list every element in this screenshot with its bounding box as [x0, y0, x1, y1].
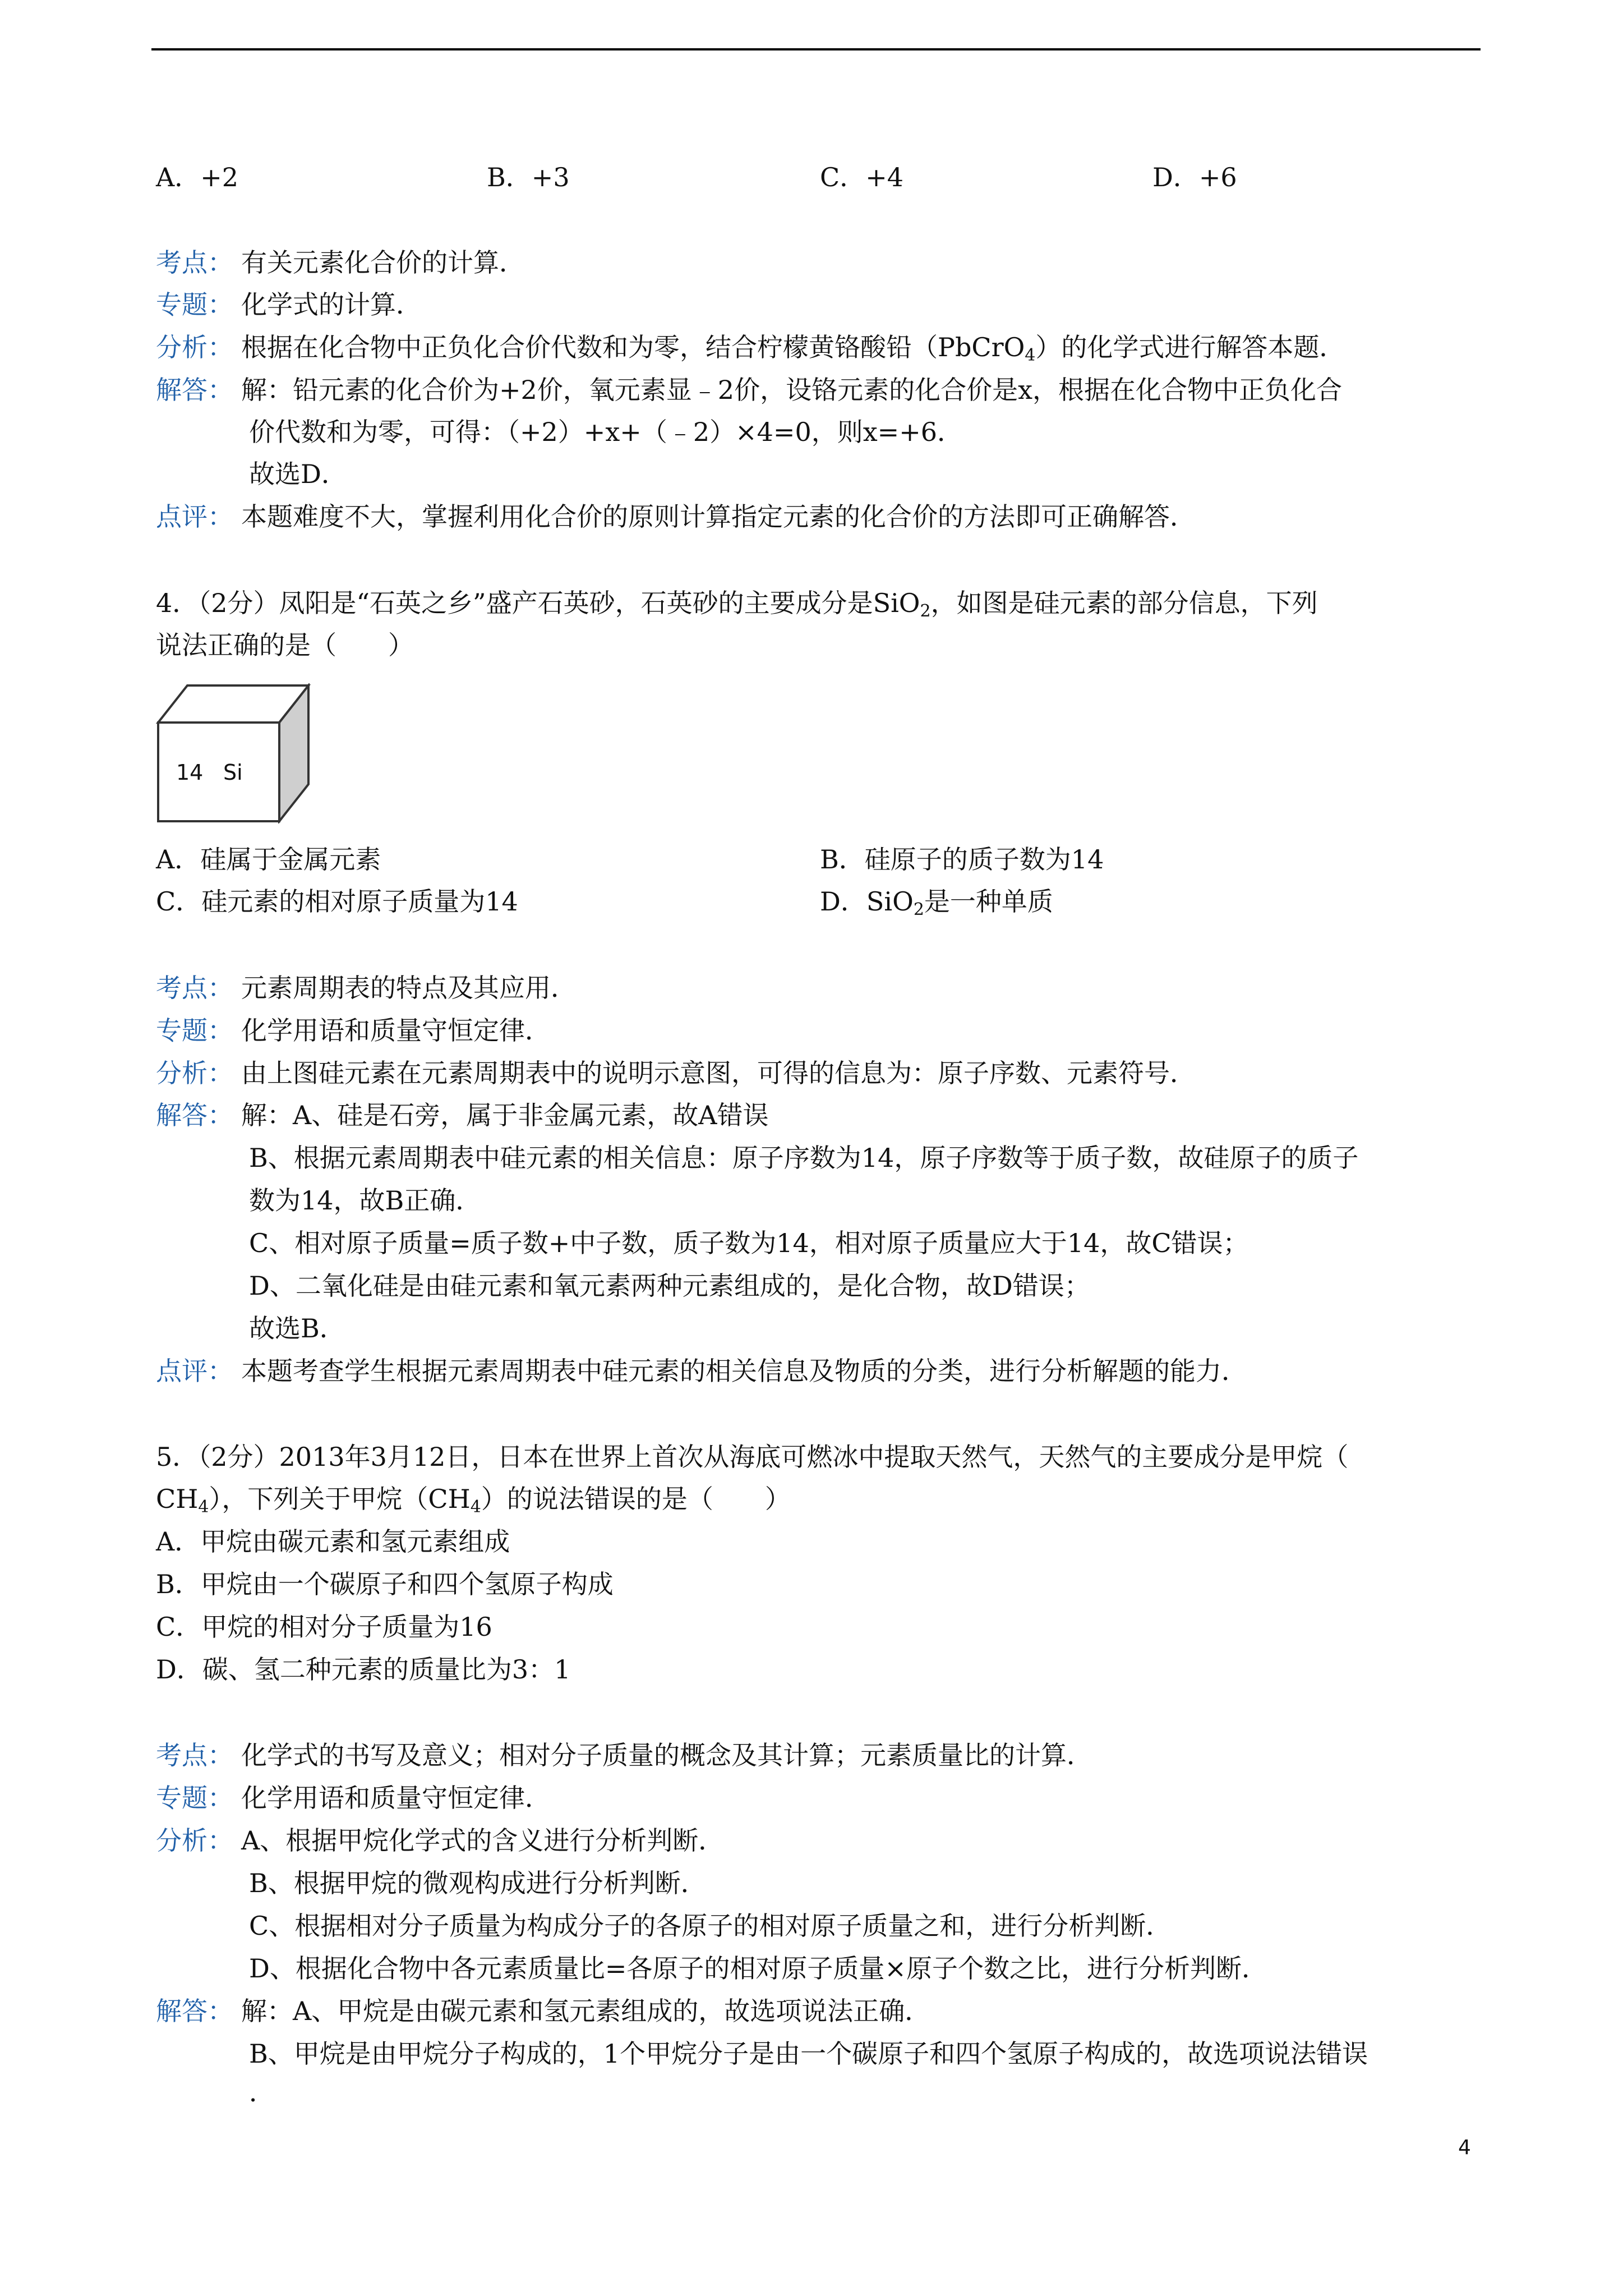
element-atomic-number: 14: [176, 760, 204, 785]
q5-fenxi-line-3: C、根据相对分子质量为构成分子的各原子的相对原子质量之和，进行分析判断．: [249, 1911, 1172, 1941]
q5-option-d: D．碳、氢二种元素的质量比为3：1: [156, 1654, 571, 1685]
q3-fenxi-row: [156, 330, 1345, 364]
q5-fenxi-row: [156, 1824, 724, 1857]
q5-fenxi-line-2: B、根据甲烷的微观构成进行分析判断．: [249, 1868, 707, 1898]
q3-option-c: C．+4: [820, 162, 904, 192]
q4-kaodian-text: 元素周期表的特点及其应用．: [241, 973, 577, 1003]
q4-jieda-line-2: B、根据元素周期表中硅元素的相关信息：原子序数为14，原子序数等于质子数，故硅原子的质子: [249, 1143, 1359, 1173]
q4-kaodian-label: 考点：: [156, 973, 233, 1003]
q3-kaodian-text: 有关元素化合价的计算．: [241, 247, 525, 278]
q5-fenxi-line-1: A、根据甲烷化学式的含义进行分析判断．: [241, 1825, 725, 1856]
q5-jieda-line-3: ．: [249, 2077, 275, 2108]
q3-zhuanti-row: [156, 288, 422, 321]
header-rule: [151, 48, 1481, 50]
q3-dianping-label: 点评：: [156, 501, 233, 532]
q5-stem-line-2: $CH_4$），下列关于甲烷$(CH_4)$的说法错误的是（ ）: [156, 1484, 791, 1517]
q4-stem-line-2: 说法正确的是（ ）: [156, 630, 414, 660]
q3-jieda-line-3: 故选D．: [249, 459, 347, 489]
q5-jieda-line-1: 解：A、甲烷是由碳元素和氢元素组成的，故选项说法正确．: [241, 1996, 931, 2026]
q4-option-d: D．SiO$_2$是一种单质: [820, 886, 1053, 919]
q4-option-b: B．硅原子的质子数为14: [820, 844, 1104, 875]
q3-kaodian-label: 考点：: [156, 247, 233, 278]
q4-fenxi-label: 分析：: [156, 1058, 233, 1088]
silicon-element-cube-figure: [156, 683, 311, 823]
q4-dianping-text: 本题考查学生根据元素周期表中硅元素的相关信息及物质的分类，进行分析解题的能力．: [241, 1356, 1247, 1386]
q3-jieda-line-2: 价代数和为零，可得：（+2）+x+（﹣2）×4=0，则x=+6．: [249, 417, 963, 447]
q3-dianping-row: [156, 500, 1196, 533]
q5-fenxi-line-4: D、根据化合物中各元素质量比=各原子的相对原子质量×原子个数之比，进行分析判断．: [249, 1953, 1267, 1984]
q4-jieda-line-4: C、相对原子质量=质子数+中子数，质子数为14，相对原子质量应大于14，故C错误；: [249, 1228, 1249, 1258]
q4-option-c: C．硅元素的相对原子质量为14: [156, 886, 518, 917]
page-number: 4: [1458, 2136, 1471, 2159]
q5-stem-line-1: 5．（2分）2013年3月12日，日本在世界上首次从海底可燃冰中提取天然气，天然气的主要成分是甲烷（: [156, 1442, 1349, 1472]
q4-dianping-row: [156, 1354, 1247, 1388]
q3-zhuanti-label: 专题：: [156, 289, 233, 320]
q5-zhuanti-label: 专题：: [156, 1783, 233, 1813]
q4-fenxi-row: [156, 1056, 1196, 1090]
q3-zhuanti-text: 化学式的计算．: [241, 289, 422, 320]
q4-kaodian-row: [156, 971, 577, 1005]
q4-fenxi-text: 由上图硅元素在元素周期表中的说明示意图，可得的信息为：原子序数、元素符号．: [241, 1058, 1196, 1088]
q4-jieda-line-6: 故选B．: [249, 1313, 345, 1343]
q4-jieda-label: 解答：: [156, 1100, 233, 1130]
element-symbol: Si: [223, 760, 243, 785]
q3-option-d: D．+6: [1152, 162, 1237, 192]
q5-jieda-row: [156, 1994, 930, 2028]
q5-option-a: A．甲烷由碳元素和氢元素组成: [156, 1526, 510, 1557]
q4-option-a: A．硅属于金属元素: [156, 844, 381, 875]
q5-kaodian-text: 化学式的书写及意义；相对分子质量的概念及其计算；元素质量比的计算．: [241, 1740, 1092, 1770]
q3-kaodian-row: [156, 246, 525, 279]
q5-zhuanti-text: 化学用语和质量守恒定律．: [241, 1783, 551, 1813]
q4-jieda-line-5: D、二氧化硅是由硅元素和氧元素两种元素组成的，是化合物，故D错误；: [249, 1271, 1090, 1301]
q5-option-c: C．甲烷的相对分子质量为16: [156, 1612, 492, 1642]
q4-zhuanti-row: [156, 1014, 551, 1047]
q3-fenxi-text: 根据在化合物中正负化合价代数和为零，结合柠檬黄铬酸铅（PbCrO$_4$）的化学式进行解答本题．: [241, 332, 1345, 365]
q4-stem-line-1: 4．（2分）凤阳是“石英之乡”盛产石英砂，石英砂的主要成分是SiO$_2$，如图是硅元素的部分信息，下列: [156, 588, 1318, 621]
q3-fenxi-label: 分析：: [156, 332, 233, 362]
q3-jieda-row: [156, 373, 1342, 407]
q5-kaodian-label: 考点：: [156, 1740, 233, 1770]
q5-zhuanti-row: [156, 1781, 551, 1815]
q3-option-a: A．+2: [156, 162, 239, 192]
q4-jieda-line-3: 数为14，故B正确．: [249, 1185, 482, 1216]
q5-jieda-label: 解答：: [156, 1996, 233, 2026]
q3-option-b: B．+3: [487, 162, 570, 192]
q4-jieda-row: [156, 1098, 768, 1132]
q4-zhuanti-label: 专题：: [156, 1015, 233, 1046]
q3-jieda-label: 解答：: [156, 375, 233, 405]
q5-fenxi-label: 分析：: [156, 1825, 233, 1856]
q5-kaodian-row: [156, 1738, 1092, 1772]
q4-jieda-line-1: 解：A、硅是石旁，属于非金属元素，故A错误: [241, 1100, 769, 1130]
q3-dianping-text: 本题难度不大，掌握利用化合价的原则计算指定元素的化合价的方法即可正确解答．: [241, 501, 1196, 532]
q5-option-b: B．甲烷由一个碳原子和四个氢原子构成: [156, 1569, 614, 1599]
q4-zhuanti-text: 化学用语和质量守恒定律．: [241, 1015, 551, 1046]
q3-jieda-line-1: 解：铅元素的化合价为+2价，氧元素显﹣2价，设铬元素的化合价是x，根据在化合物中正负化合: [241, 375, 1343, 405]
q5-jieda-line-2: B、甲烷是由甲烷分子构成的，1个甲烷分子是由一个碳原子和四个氢原子构成的，故选项说法错误: [249, 2039, 1368, 2069]
q4-dianping-label: 点评：: [156, 1356, 233, 1386]
